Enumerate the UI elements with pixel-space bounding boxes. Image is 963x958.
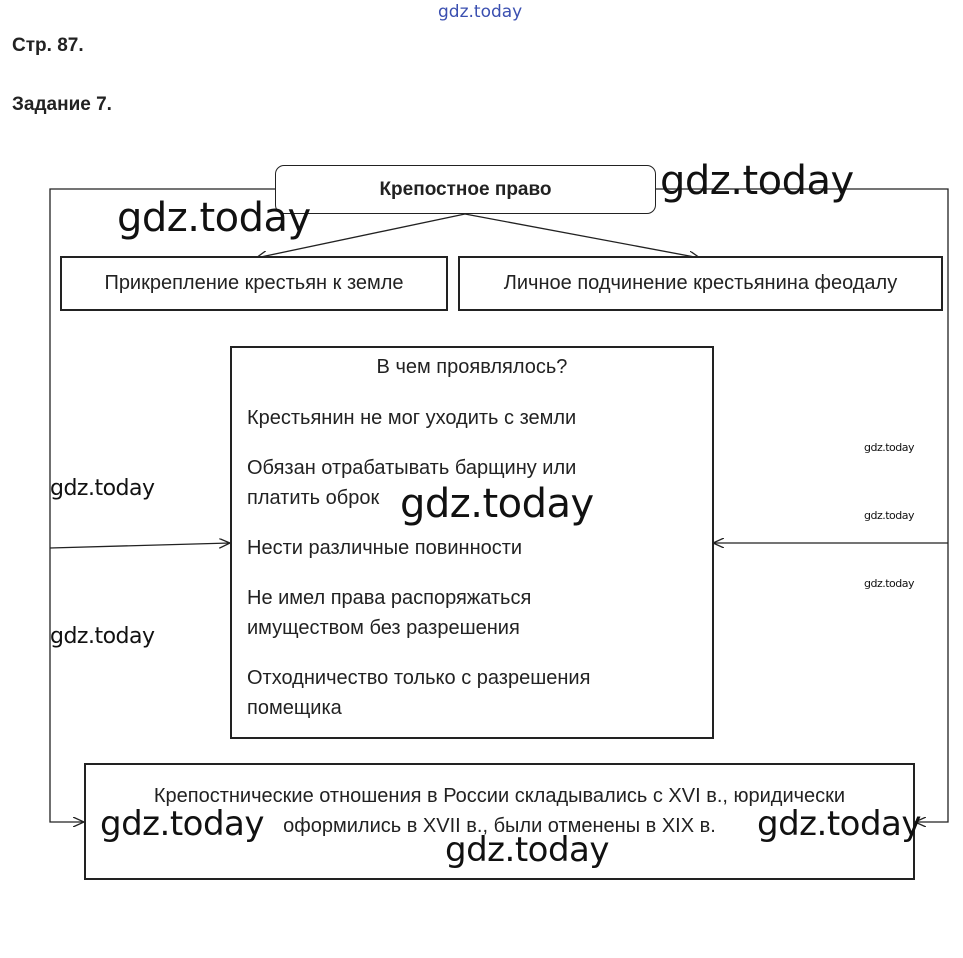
- root-label: Крепостное право: [379, 178, 552, 200]
- manifestations-box: [230, 346, 714, 739]
- branch-box-land: [60, 256, 448, 311]
- branch-label-land: Прикрепление крестьян к земле: [104, 272, 404, 294]
- manifestation-item: Крестьянин не мог уходить с земли: [247, 407, 577, 429]
- watermark: gdz.today: [757, 804, 921, 844]
- branch-box-subordination: [458, 256, 943, 311]
- watermark: gdz.today: [445, 830, 609, 870]
- manifestation-item: Не имел права распоряжаться имуществом без разрешения: [247, 587, 532, 639]
- watermark: gdz.today: [660, 158, 854, 204]
- watermark: gdz.today: [117, 195, 311, 241]
- manifestation-item: Нести различные повинности: [247, 537, 523, 559]
- manifestation-item: Отходничество только с разрешения помещика: [247, 667, 591, 719]
- page-number: Стр. 87.: [12, 35, 84, 56]
- branch-label-subordination: Личное подчинение крестьянина феодалу: [503, 272, 898, 294]
- watermark: gdz.today: [864, 441, 915, 454]
- watermark: gdz.today: [864, 577, 915, 590]
- manifestations-question: В чем проявлялось?: [376, 356, 568, 378]
- conclusion-line-1: Крепостнические отношения в России складывались с XVI в., юридически: [153, 785, 846, 807]
- top-watermark: gdz.today: [438, 2, 523, 22]
- watermark: gdz.today: [400, 481, 594, 527]
- left-arrow-to-center: [50, 543, 230, 548]
- arrow-to-branch-right: [465, 214, 700, 258]
- task-title: Задание 7.: [12, 94, 112, 115]
- root-box: [275, 165, 656, 214]
- conclusion-line-2: оформились в XVII в., были отменены в XIX в.: [283, 815, 716, 837]
- watermark: gdz.today: [50, 624, 155, 649]
- watermark: gdz.today: [100, 804, 264, 844]
- watermark: gdz.today: [864, 509, 915, 522]
- manifestation-item: Обязан отрабатывать барщину или платить оброк: [247, 457, 577, 509]
- watermark: gdz.today: [50, 476, 155, 501]
